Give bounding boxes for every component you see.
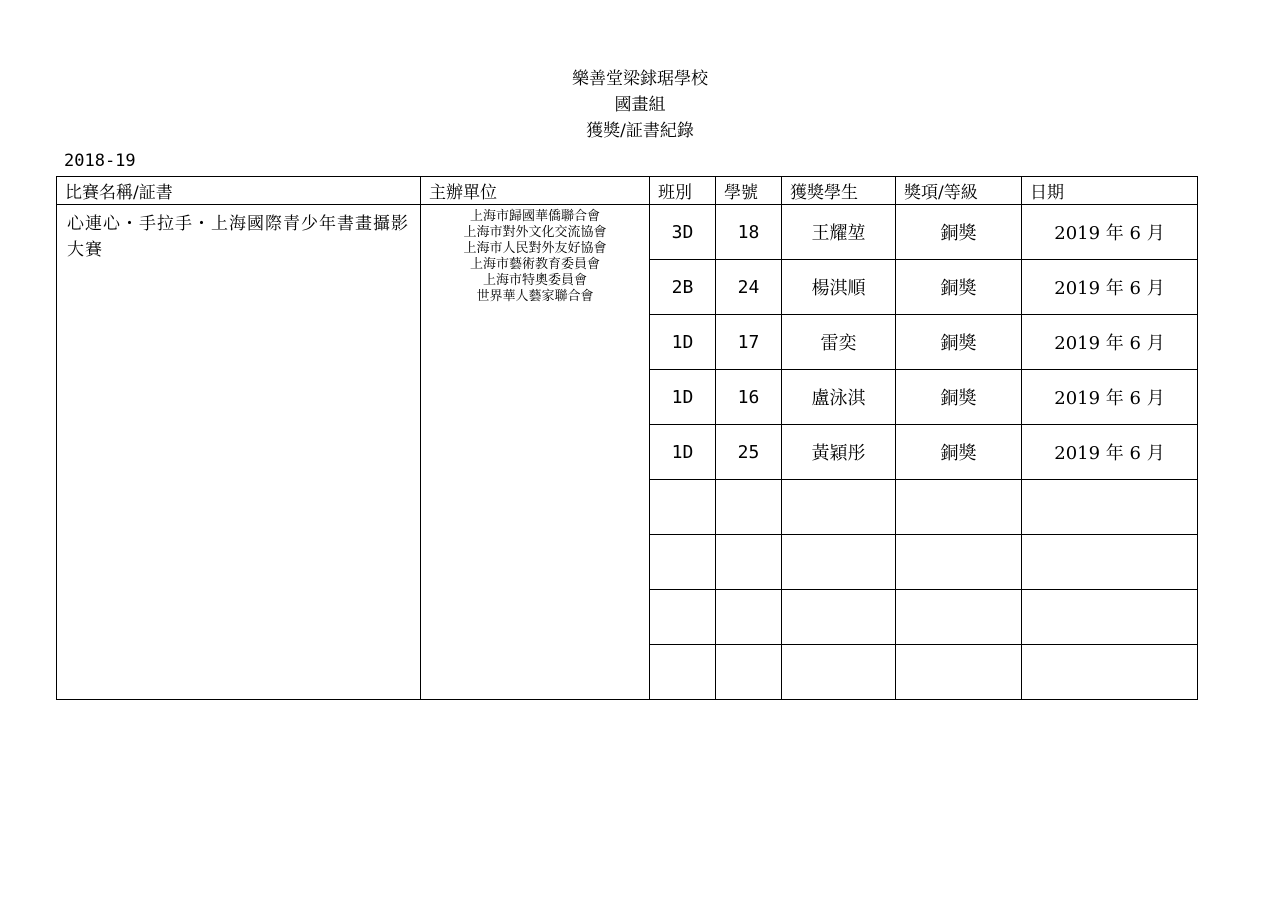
header-organizer: 主辦單位 [421,177,650,205]
empty-cell [650,590,716,645]
header-award: 獎項/等級 [896,177,1022,205]
empty-cell [782,590,896,645]
award-cell: 銅獎 [896,425,1022,480]
number-cell: 24 [716,260,782,315]
empty-cell [650,535,716,590]
number-cell: 25 [716,425,782,480]
date-cell: 2019 年 6 月 [1022,205,1198,260]
empty-cell [1022,480,1198,535]
group-name: 國畫組 [614,95,666,115]
empty-cell [650,645,716,700]
date-cell: 2019 年 6 月 [1022,425,1198,480]
competition-name: 心連心・手拉手・上海國際青少年書畫攝影大賽 [57,205,421,700]
date-cell: 2019 年 6 月 [1022,260,1198,315]
header-student: 獲獎學生 [782,177,896,205]
organizer-item: 上海市人民對外友好協會 [463,241,607,256]
organizer-list [421,205,650,700]
header-competition: 比賽名稱/証書 [57,177,421,205]
class-cell: 1D [650,315,716,370]
award-records-table [56,176,1198,700]
header-class: 班別 [650,177,716,205]
student-cell: 楊淇順 [782,260,896,315]
school-name: 樂善堂梁銶琚學校 [572,69,708,89]
empty-cell [782,480,896,535]
empty-cell [716,590,782,645]
organizer-item: 世界華人藝家聯合會 [476,289,594,304]
table-header-row [57,177,1198,205]
organizer-item: 上海市對外文化交流協會 [463,225,607,240]
organizer-item: 上海市藝術教育委員會 [469,257,600,272]
student-cell: 雷奕 [782,315,896,370]
empty-cell [782,645,896,700]
student-cell: 黃穎彤 [782,425,896,480]
student-cell: 王耀堃 [782,205,896,260]
date-cell: 2019 年 6 月 [1022,315,1198,370]
header-number: 學號 [716,177,782,205]
award-cell: 銅獎 [896,260,1022,315]
class-cell: 1D [650,370,716,425]
award-cell: 銅獎 [896,205,1022,260]
empty-cell [896,645,1022,700]
document-header [0,66,1280,144]
organizer-item: 上海市特奧委員會 [482,273,587,288]
number-cell: 17 [716,315,782,370]
number-cell: 16 [716,370,782,425]
table-row [57,205,1198,260]
organizer-item: 上海市歸國華僑聯合會 [469,209,600,224]
empty-cell [1022,535,1198,590]
empty-cell [716,480,782,535]
empty-cell [896,480,1022,535]
empty-cell [716,535,782,590]
empty-cell [1022,645,1198,700]
date-cell: 2019 年 6 月 [1022,370,1198,425]
student-cell: 盧泳淇 [782,370,896,425]
class-cell: 3D [650,205,716,260]
empty-cell [650,480,716,535]
record-title: 獲獎/証書紀錄 [586,121,694,141]
empty-cell [716,645,782,700]
school-year: 2018-19 [64,151,136,171]
class-cell: 2B [650,260,716,315]
class-cell: 1D [650,425,716,480]
header-date: 日期 [1022,177,1198,205]
number-cell: 18 [716,205,782,260]
award-cell: 銅獎 [896,315,1022,370]
empty-cell [896,535,1022,590]
award-cell: 銅獎 [896,370,1022,425]
empty-cell [1022,590,1198,645]
empty-cell [896,590,1022,645]
empty-cell [782,535,896,590]
